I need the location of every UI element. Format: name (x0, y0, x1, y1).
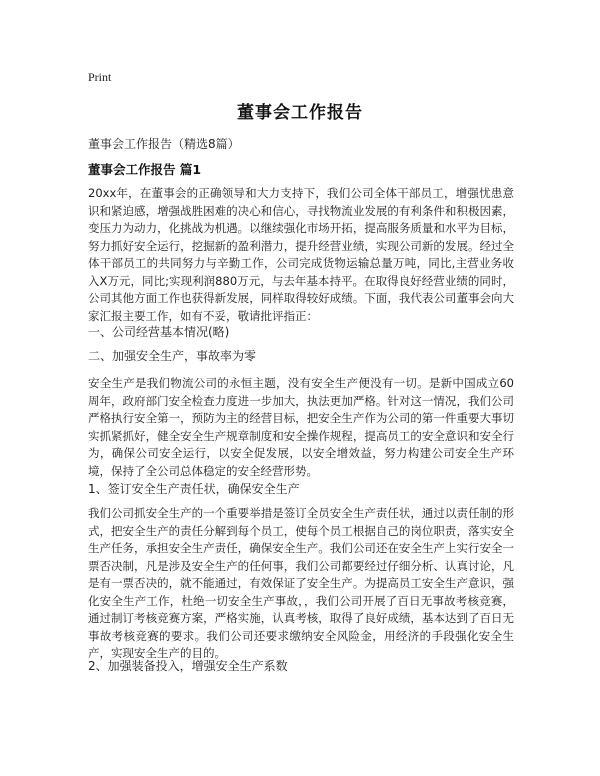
paragraph-intro: 20xx年，在董事会的正确领导和大力支持下，我们公司全体干部员工，增强忧患意识和紧迫感，增强战胜困难的决心和信心，寻找物流业发展的有利条件和积极因素，变压力为动力，化挑战为机遇。以继续强化市场开拓，提高服务质量和水平为目标，努力抓好安全运行，挖掘新的盈利潜力，提升经营业绩，实现公司新的发展。经过全体干部员工的共同努力与辛勤工作，公司完成货物运输总量万吨，同比,主营业务收入X万元，同比;实现利润880万元，与去年基本持平。在取得良好经营业绩的同时，公司其他方面工作也获得新发展，同样取得较好成绩。下面，我代表公司董事会向大家汇报主要工作，如有不妥，敬请批评指正： (88, 186, 514, 323)
document-title: 董事会工作报告 (237, 103, 363, 123)
paragraph-safety: 安全生产是我们物流公司的永恒主题，没有安全生产便没有一切。是新中国成立60周年，政府部门安全检查力度进一步加大，执法更加严格。针对这一情况，我们公司严格执行安全第一，预防为主的经营目标，把安全生产作为公司的第一件重要大事切实抓紧抓好，健全安全生产规章制度和安全操作规程，提高员工的安全意识和安全行为，确保公司安全运行，以安全促发展，以安全增效益，努力构建公司安全生产环境，保持了全公司总体稳定的安全经营形势。 (88, 376, 514, 478)
heading-equipment: 2、加强装备投入，增强安全生产系数 (88, 659, 288, 673)
heading-safety: 二、加强安全生产，事故率为零 (88, 349, 257, 363)
section-title: 董事会工作报告 篇1 (88, 162, 202, 177)
heading-overview: 一、公司经营基本情况(略) (88, 325, 230, 339)
paragraph-responsibility: 我们公司抓安全生产的一个重要举措是签订全员安全生产责任状，通过以责任制的形式，把安全生产的责任分解到每个员工，使每个员工根据自己的岗位职责，落实安全生产任务，承担安全生产责任，确保安全生产。我们公司还在安全生产上实行安全一票否决制，凡是涉及安全生产的任何事，我们公司都要经过仔细分析、认真讨论，凡是有一票否决的，就不能通过，有效保证了安全生产。为提高员工安全生产意识，强化安全生产工作，杜绝一切安全生产事故，，我们公司开展了百日无事故考核竞赛，通过制订考核竞赛方案，严格实施，认真考核，取得了良好成绩，基本达到了百日无事故考核竞赛的要求。我们公司还要求缴纳安全风险金，用经济的手段强化安全生产，实现安全生产的目的。 (88, 506, 514, 660)
print-label: Print (88, 70, 112, 84)
document-subtitle: 董事会工作报告（精选8篇） (88, 137, 240, 151)
heading-responsibility: 1、签订安全生产责任状，确保安全生产 (88, 482, 300, 496)
